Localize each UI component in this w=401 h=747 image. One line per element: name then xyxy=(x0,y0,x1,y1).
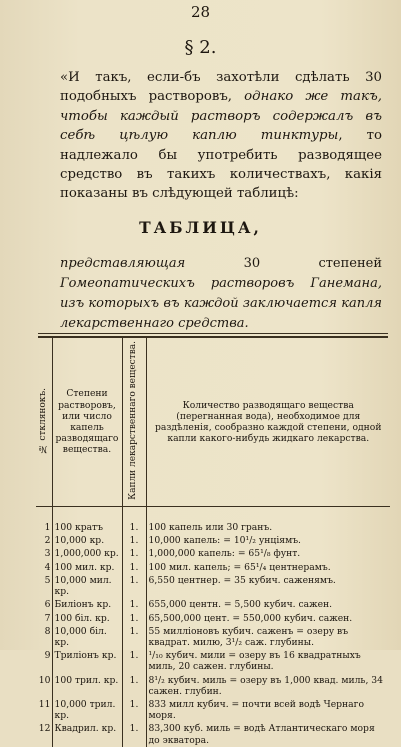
dilution-table xyxy=(36,338,390,747)
table-row xyxy=(36,625,390,649)
row-drops: 1. xyxy=(122,674,146,698)
row-drops: 1. xyxy=(122,698,146,722)
row-number: 12 xyxy=(36,722,52,746)
header-num: № стклянокъ. xyxy=(36,338,52,507)
page-number: 28 xyxy=(190,3,211,21)
row-degree: 100 мил. кр. xyxy=(52,561,122,574)
paragraph-italic: однако же такъ, чтобы каждый растворъ содержалъ въ себѣ цѣлую каплю тинктуры xyxy=(60,89,382,144)
table-row xyxy=(36,574,390,598)
row-quantity: 10,000 капель: = 10¹/₂ унціямъ. xyxy=(148,535,301,547)
row-degree: 10,000 мил. кр. xyxy=(52,574,122,598)
row-number: 4 xyxy=(36,561,52,574)
header-quantity: Количество разводящаго вещества (перегнанная вода), необходимое для раздѣленія, сообразно каждой степени, одной капли какого-нибудь жидкаго лекарства. xyxy=(146,338,390,507)
row-degree: Квадрил. кр. xyxy=(52,722,122,746)
row-drops: 1. xyxy=(122,521,146,534)
row-degree: 10,000 кр. xyxy=(52,534,122,547)
row-number: 6 xyxy=(36,598,52,611)
row-quantity: 833 милл кубич. = почти всей водѣ Чернаго моря. xyxy=(148,698,364,722)
row-quantity: 6,550 центнер. = 35 кубич. саженямъ. xyxy=(148,574,336,586)
row-drops: 1. xyxy=(122,722,146,746)
row-degree: 100 кратъ xyxy=(52,521,122,534)
row-degree: 10,000 трил. кр. xyxy=(52,698,122,722)
row-quantity: ¹/₁₀ кубич. мили = озеру въ 16 квадратныхъ миль, 20 сажен. глубины. xyxy=(148,650,361,673)
row-number: 1 xyxy=(36,521,52,534)
row-number: 8 xyxy=(36,625,52,649)
row-quantity: 65,500,000 цент. = 550,000 кубич. сажен. xyxy=(148,612,353,624)
row-quantity: 55 милліоновъ кубич. саженъ = озеру въ квадрат. милю, 3¹/₂ саж. глубины. xyxy=(148,625,349,648)
row-number: 5 xyxy=(36,574,52,598)
subtitle-text-2: Гомеопатическихъ растворовъ Ганемана, изъ которыхъ въ каждой заключается капля лекарственнаго средства. xyxy=(60,276,382,331)
subtitle-text-1: представляющая xyxy=(60,256,244,271)
table-subtitle xyxy=(60,254,382,334)
row-drops: 1. xyxy=(122,612,146,625)
table-row xyxy=(36,674,390,698)
table-header-row xyxy=(36,338,390,507)
row-quantity: 1,000,000 капель: = 65¹/₈ фунт. xyxy=(148,548,301,560)
header-degrees: Степени растворовъ, или число капель разводящаго вещества. xyxy=(52,338,122,507)
row-degree: 10,000 біл. кр. xyxy=(52,625,122,649)
row-degree: Триліонъ кр. xyxy=(52,649,122,673)
row-number: 10 xyxy=(36,674,52,698)
row-drops: 1. xyxy=(122,649,146,673)
body-paragraph xyxy=(60,68,382,204)
header-drops: Капли лекарственнаго вещества. xyxy=(122,338,146,507)
table-row xyxy=(36,649,390,673)
table-row xyxy=(36,561,390,574)
row-degree: 1,000,000 кр. xyxy=(52,547,122,560)
row-quantity: 100 капель или 30 гранъ. xyxy=(148,522,273,534)
row-number: 9 xyxy=(36,649,52,673)
table-row xyxy=(36,722,390,746)
row-degree: 100 біл. кр. xyxy=(52,612,122,625)
table-row xyxy=(36,534,390,547)
row-drops: 1. xyxy=(122,534,146,547)
paragraph-text-1: «И такъ, если-бъ захотѣли сдѣлать 30 подобныхъ растворовъ, xyxy=(60,70,382,105)
row-number: 7 xyxy=(36,612,52,625)
table-row xyxy=(36,598,390,611)
row-drops: 1. xyxy=(122,625,146,649)
table-row xyxy=(36,698,390,722)
row-number: 3 xyxy=(36,547,52,560)
table-row xyxy=(36,612,390,625)
row-number: 2 xyxy=(36,534,52,547)
row-drops: 1. xyxy=(122,547,146,560)
row-drops: 1. xyxy=(122,598,146,611)
paragraph-text-2: , то надлежало бы употребить разводящее средство въ такихъ количествахъ, какія показаны въ слѣдующей таблицѣ: xyxy=(60,128,382,202)
row-drops: 1. xyxy=(122,561,146,574)
row-quantity: 8¹/₂ кубич. миль = озеру въ 1,000 квад. миль, 34 сажен. глубин. xyxy=(148,674,383,697)
row-drops: 1. xyxy=(122,574,146,598)
table-title: ТАБЛИЦА, xyxy=(139,218,262,237)
row-quantity: 655,000 центн. = 5,500 кубич. сажен. xyxy=(148,599,333,611)
subtitle-upright: 30 степеней xyxy=(243,256,382,271)
table-row xyxy=(36,521,390,534)
table-row xyxy=(36,547,390,560)
section-heading: § 2. xyxy=(184,37,217,58)
row-number: 11 xyxy=(36,698,52,722)
row-degree: Биліонъ кр. xyxy=(52,598,122,611)
row-quantity: 83,300 куб. миль = водѣ Атлантическаго моря до экватора. xyxy=(148,723,375,746)
row-degree: 100 трил. кр. xyxy=(52,674,122,698)
top-rule xyxy=(38,333,388,334)
row-quantity: 100 мил. капель; = 65¹/₄ центнерамъ. xyxy=(148,561,331,573)
